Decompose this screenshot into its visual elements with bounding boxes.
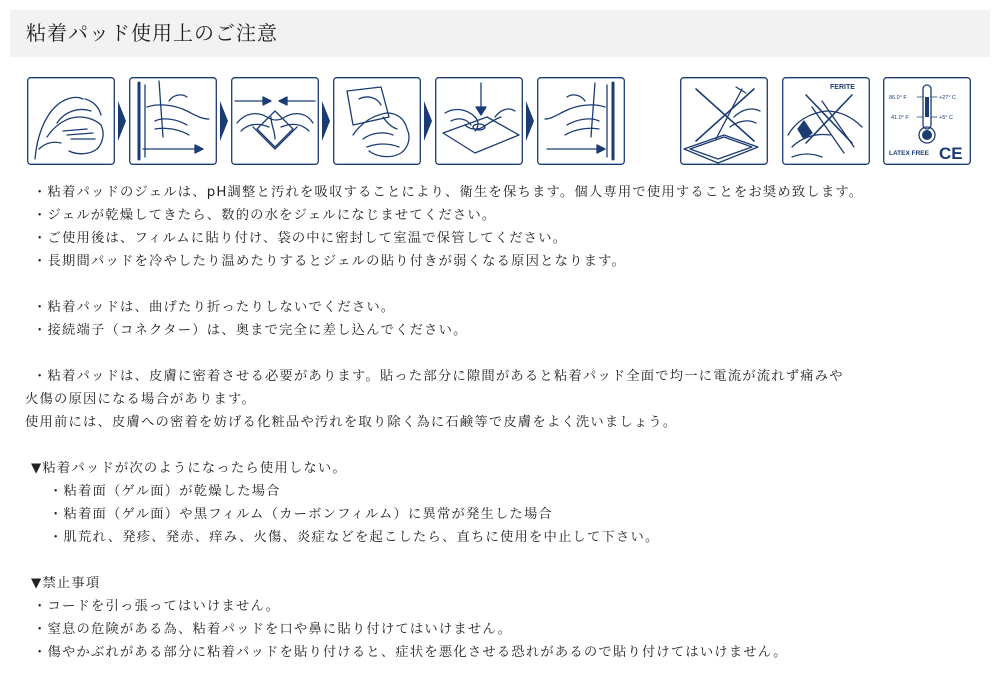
note-handling-1: ・粘着パッドは、曲げたり折ったりしないでください。 bbox=[33, 300, 396, 315]
pad-wipe-icon bbox=[333, 77, 421, 165]
page-header bbox=[10, 10, 990, 57]
prohibited-item-3: ・傷やかぶれがある部分に粘着パッドを貼り付けると、症状を悪化させる恐れがあるので貼り付けてはいけません。 bbox=[33, 645, 788, 660]
chevron-right-icon bbox=[117, 101, 127, 141]
stop-use-item-1: ・粘着面（ゲル面）が乾燥した場合 bbox=[49, 484, 281, 499]
note-skin-3: 使用前には、皮膚への密着を妨げる化粧品や汚れを取り除く為に石鹸等で皮膚をよく洗いましょう。 bbox=[25, 415, 678, 430]
prohibited-item-2: ・窒息の危険がある為、粘着パッドを口や鼻に貼り付けてはいけません。 bbox=[33, 622, 513, 637]
pad-connect-wires-icon bbox=[231, 77, 319, 165]
ferite-label: FERITE bbox=[830, 84, 855, 91]
latex-free-label: LATEX FREE bbox=[889, 150, 929, 157]
notes-body bbox=[25, 181, 993, 664]
note-skin-1: ・粘着パッドは、皮膚に密着させる必要があります。貼った部分に隙間があると粘着パッド全面で均一に電流が流れず痛みや bbox=[33, 369, 844, 384]
ce-mark: CE bbox=[939, 144, 963, 163]
temp-max-c-label: +27° C bbox=[939, 95, 957, 101]
temp-min-f-label: 41.0° F bbox=[891, 115, 909, 121]
note-gel-1: ・粘着パッドのジェルは、pH調整と汚れを吸収することにより、衛生を保ちます。個人専用で使用することをお奨め致します。 bbox=[33, 185, 864, 200]
page-title: 粘着パッド使用上のご注意 bbox=[26, 21, 278, 45]
temp-min-c-label: +5° C bbox=[939, 115, 953, 121]
chevron-right-icon bbox=[423, 101, 433, 141]
pad-apply-skin-icon bbox=[435, 77, 523, 165]
chevron-right-icon bbox=[321, 101, 331, 141]
no-sharp-tool-icon bbox=[680, 77, 768, 165]
pad-attach-film-icon bbox=[537, 77, 625, 165]
note-gel-2: ・ジェルが乾燥してきたら、数的の水をジェルになじませてください。 bbox=[33, 208, 497, 223]
note-gel-3: ・ご使用後は、フィルムに貼り付け、袋の中に密封して室温で保管してください。 bbox=[33, 231, 568, 246]
chevron-right-icon bbox=[219, 101, 229, 141]
prohibited-item-1: ・コードを引っ張ってはいけません。 bbox=[33, 599, 281, 614]
stop-use-item-2: ・粘着面（ゲル面）や黒フィルム（カーボンフィルム）に異常が発生した場合 bbox=[49, 507, 553, 522]
note-gel-4: ・長期間パッドを冷やしたり温めたりするとジェルの貼り付きが弱くなる原因となります。 bbox=[33, 254, 627, 269]
note-handling-2: ・接続端子（コネクター）は、奥まで完全に差し込んでください。 bbox=[33, 323, 468, 338]
hand-wash-icon bbox=[27, 77, 115, 165]
prohibited-heading: ▼禁止事項 bbox=[31, 576, 101, 591]
stop-use-heading: ▼粘着パッドが次のようになったら使用しない。 bbox=[31, 461, 347, 476]
chevron-right-icon bbox=[525, 101, 535, 141]
note-skin-2: 火傷の原因になる場合があります。 bbox=[25, 392, 256, 407]
temp-max-f-label: 86.0° F bbox=[889, 95, 907, 101]
stop-use-item-3: ・肌荒れ、発疹、発赤、痒み、火傷、炎症などを起こしたら、直ちに使用を中止して下さい。 bbox=[49, 530, 660, 545]
no-ferrite-icon bbox=[782, 77, 870, 165]
temperature-latex-ce-icon bbox=[883, 77, 971, 165]
pad-peel-film-icon bbox=[129, 77, 217, 165]
